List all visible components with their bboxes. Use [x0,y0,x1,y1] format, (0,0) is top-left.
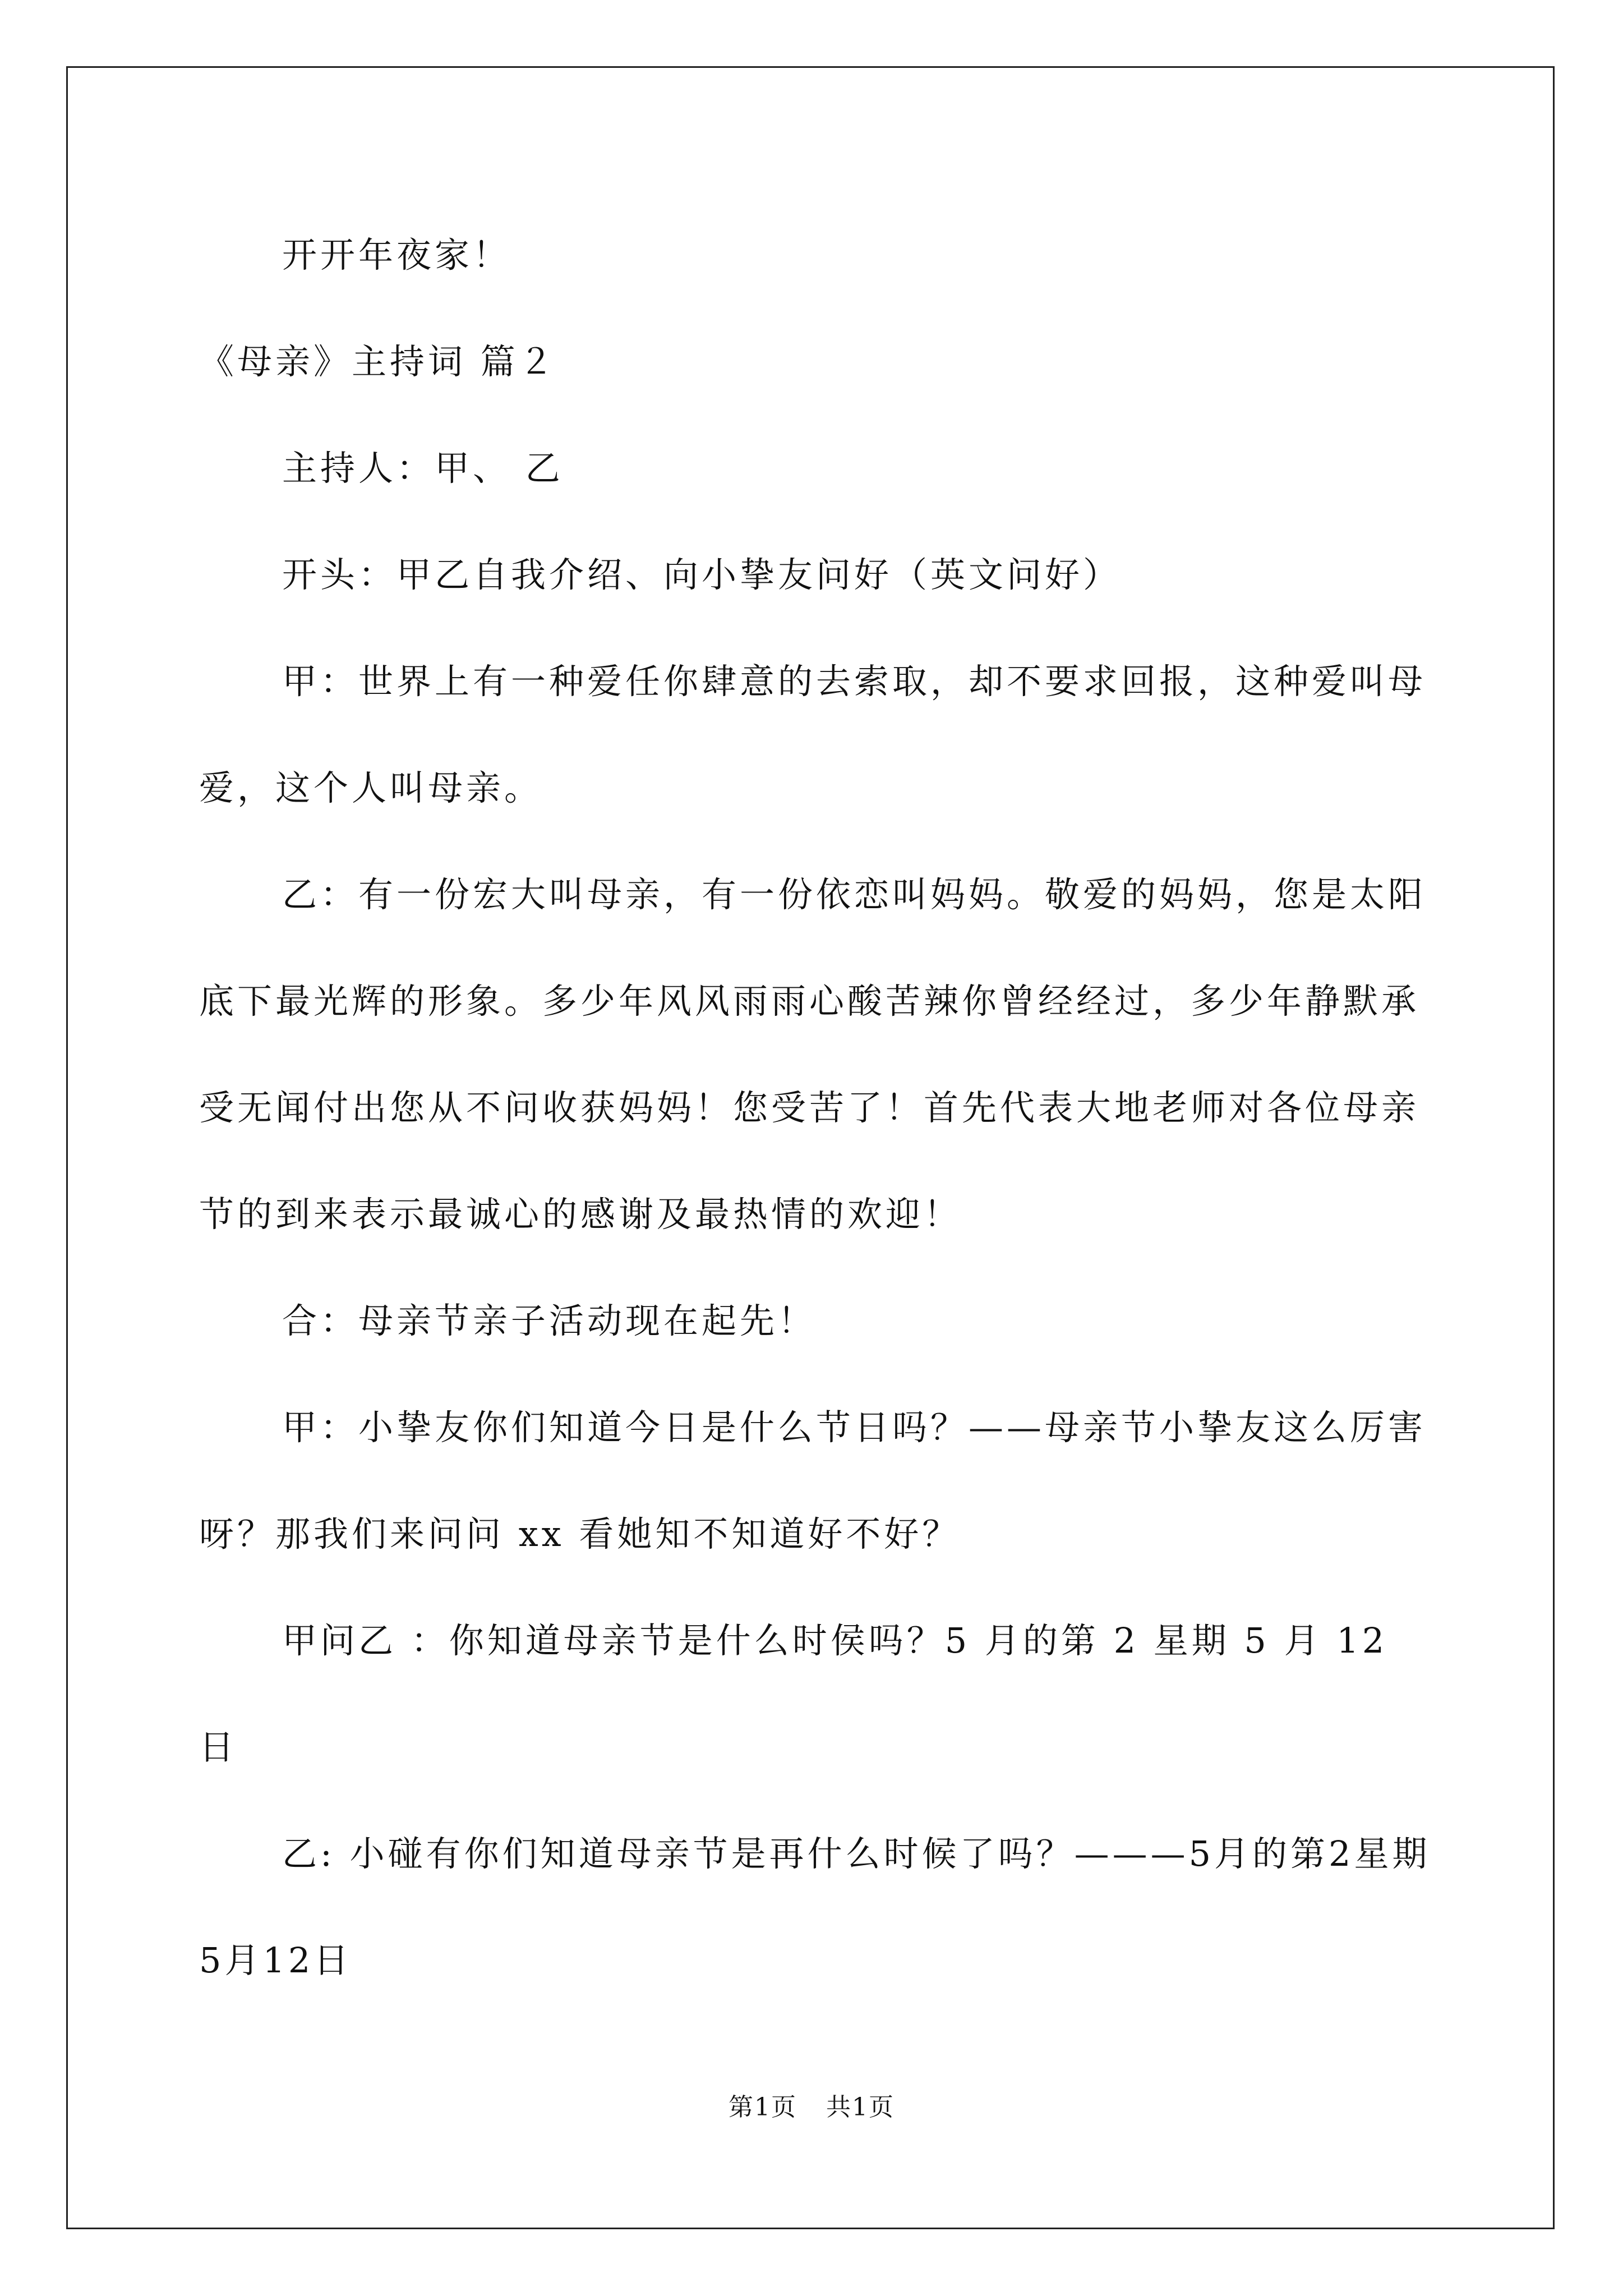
page-footer [0,2087,1623,2123]
paragraph-host-b-2: 乙: 小碰有你们知道母亲节是再什么时候了吗？———5月的第2星期5月12日 [199,1833,1431,1981]
paragraph-together: 合：母亲节亲子活动现在起先！ [282,1300,817,1341]
paragraph-greeting: 开开年夜家！ [282,234,511,275]
page-number-current: 第1页 [728,2093,797,2122]
paragraph-host-a-2: 甲：小挚友你们知道今日是什么节日吗？——母亲节小挚友这么厉害呀？那我们来问问 xx 看她知不知道好不好？ [199,1407,1427,1554]
section-heading: 《母亲》主持词 篇２ [199,341,557,382]
paragraph-a-asks-b: 甲问乙 ：你知道母亲节是什么时侯吗？5 月的第 2 星期 5 月 12 日 [199,1620,1388,1768]
paragraph-host-a-1: 甲：世界上有一种爱任你肆意的去索取，却不要求回报，这种爱叫母爱，这个人叫母亲。 [199,661,1427,808]
paragraph-opening: 开头：甲乙自我介绍、向小挚友问好（英文问好） [282,554,1122,595]
document-body [199,202,1433,2014]
paragraph-host-b-1: 乙：有一份宏大叫母亲，有一份依恋叫妈妈。敬爱的妈妈，您是太阳底下最光辉的形象。多少年风风雨雨心酸苦辣你曾经经过，多少年静默承受无闻付出您从不问收获妈妈！您受苦了！首先代表大地老师对各位母亲节的到来表示最诚心的感谢及最热情的欢迎！ [199,874,1427,1235]
page-number-total: 共1页 [826,2093,895,2122]
paragraph-hosts: 主持人：甲、 乙 [282,448,564,489]
